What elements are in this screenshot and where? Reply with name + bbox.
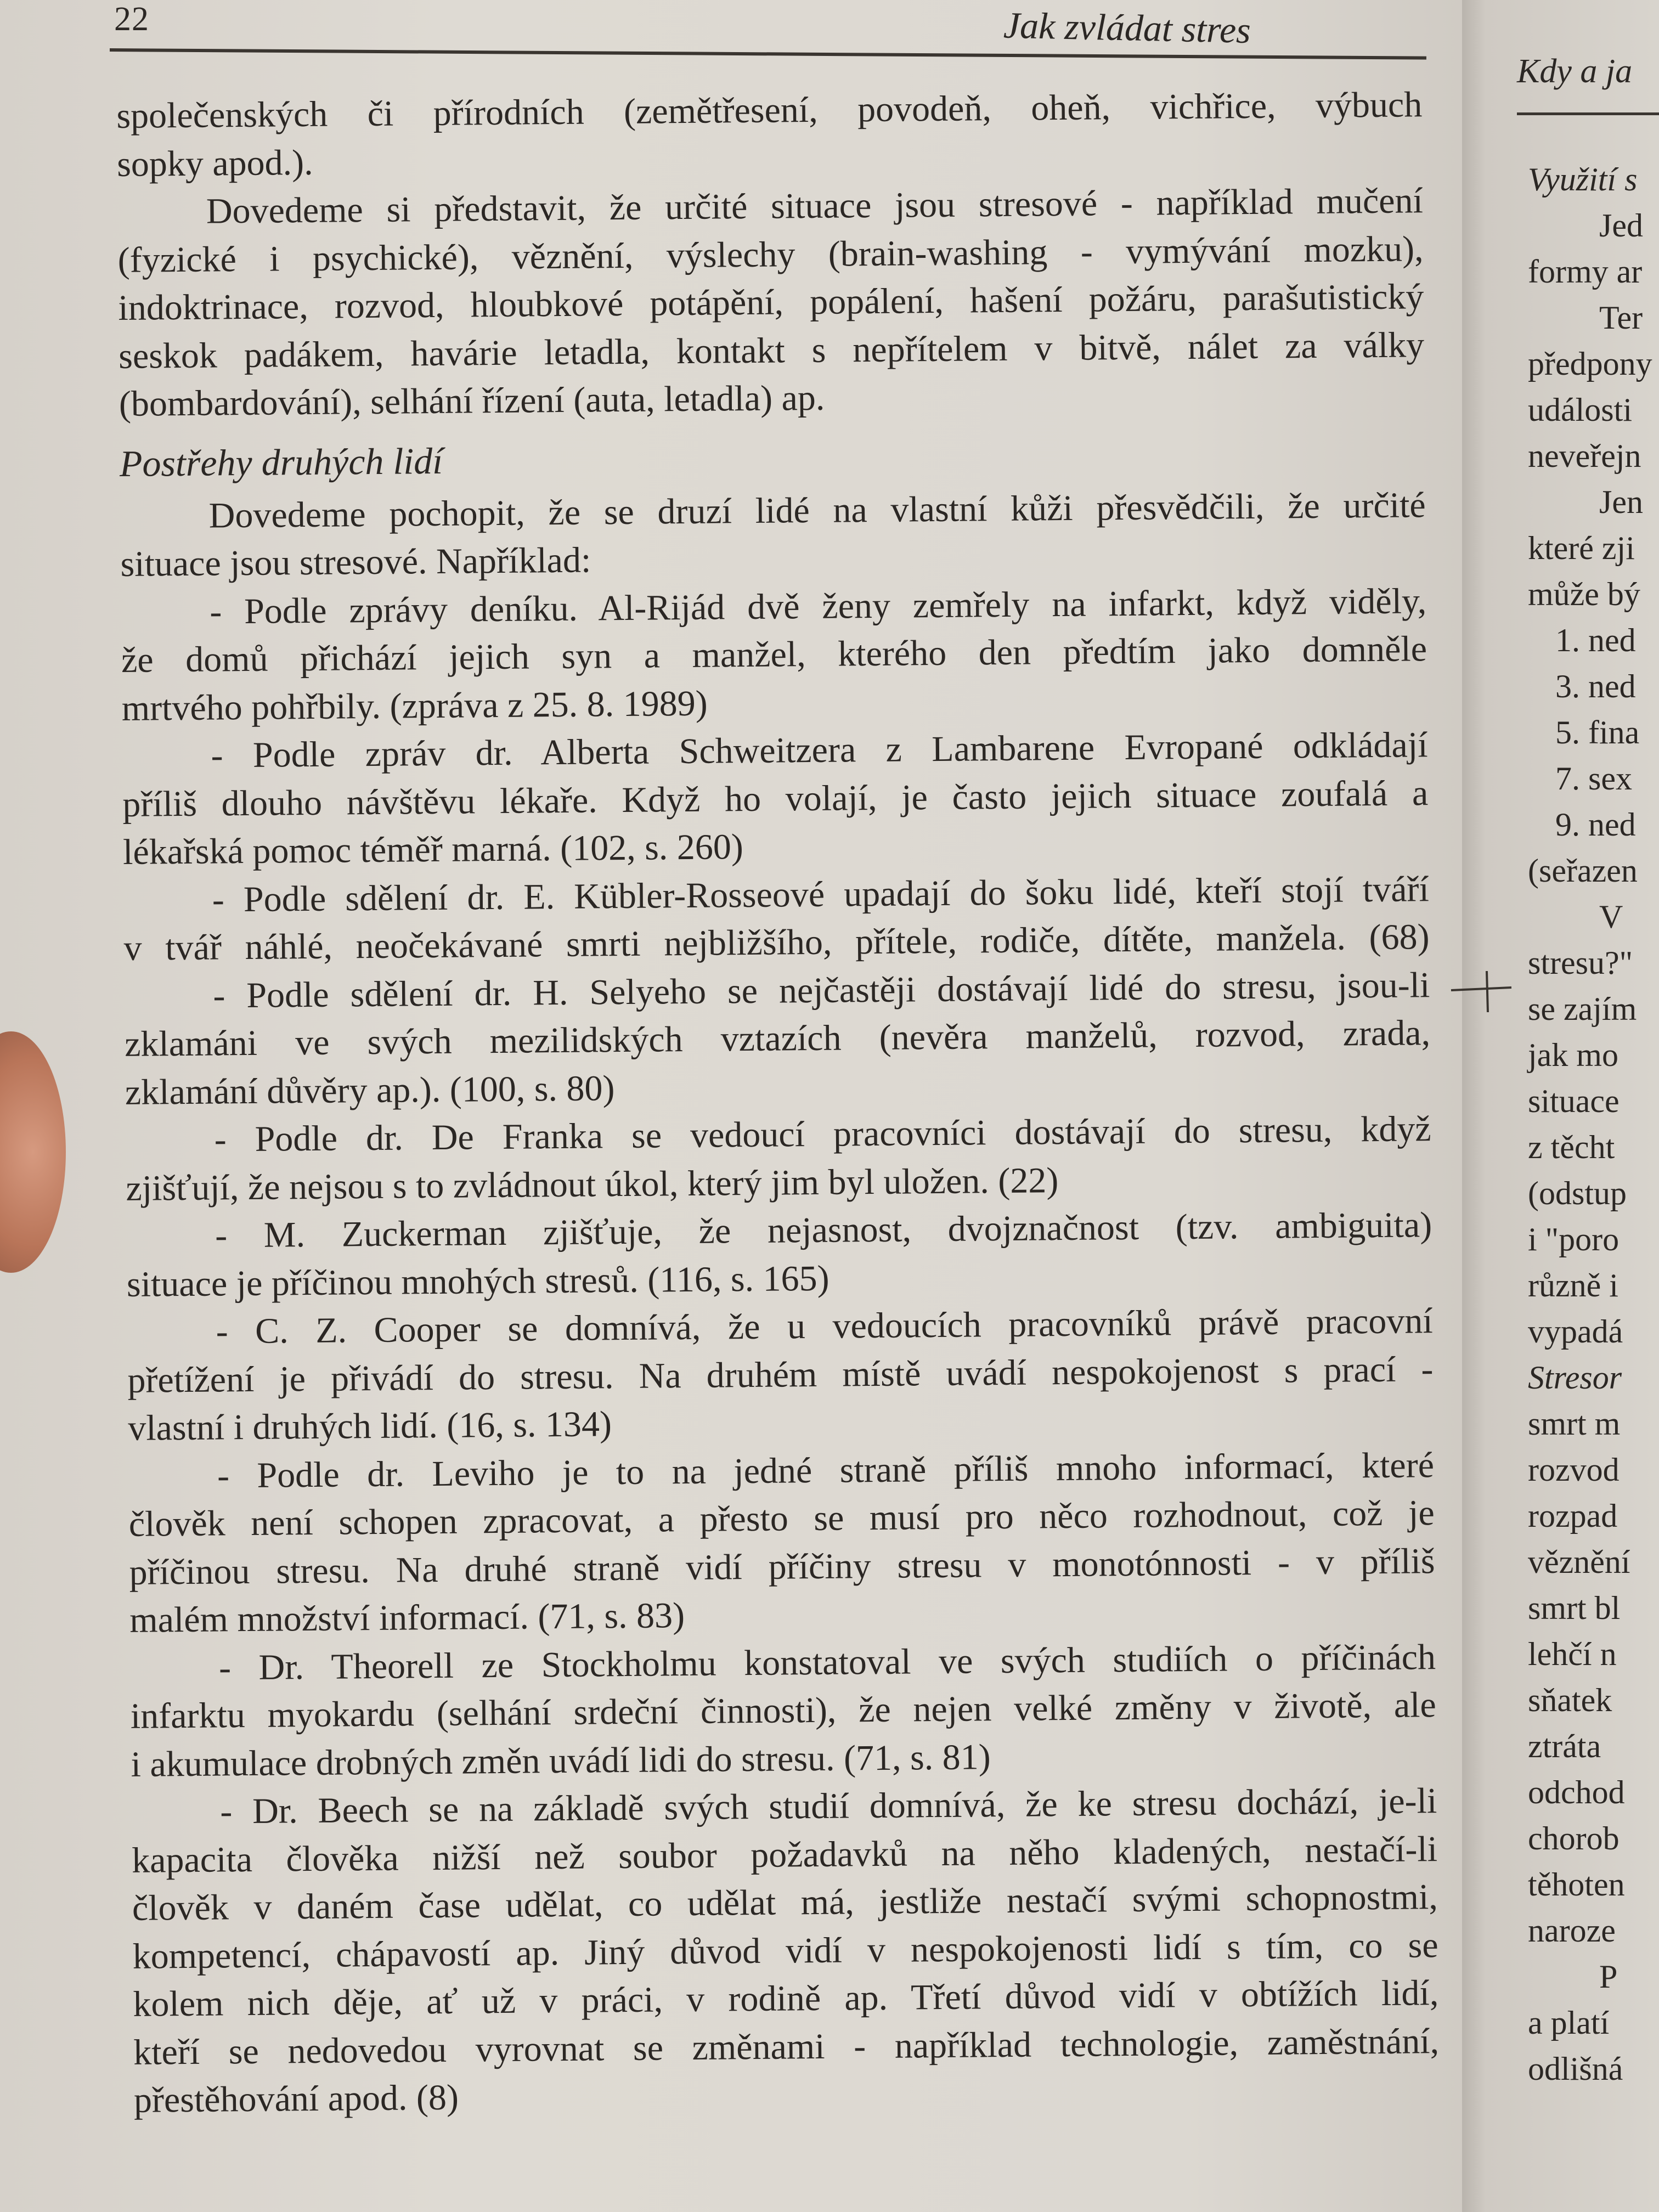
text-line: sopky apod.). — [116, 142, 313, 184]
right-page-text-line: chorob — [1528, 1820, 1620, 1857]
text-line: - Podle sdělení dr. E. Kübler-Rosseové upadají do šoku lidé, kteří stojí tváří — [212, 868, 1430, 920]
right-page-text-line: 7. sex — [1555, 760, 1632, 797]
right-page-text-line: odchod — [1528, 1774, 1625, 1810]
right-page-text-line: lehčí n — [1528, 1636, 1617, 1672]
text-line: zklamání důvěry ap.). (100, s. 80) — [125, 1068, 615, 1113]
text-line: mrtvého pohřbily. (zpráva z 25. 8. 1989) — [121, 683, 708, 729]
right-page-text-line: sňatek — [1528, 1682, 1612, 1718]
right-page-text-line: (seřazen — [1528, 853, 1638, 889]
text-line: Dovedeme pochopit, že se druzí lidé na vlastní kůži přesvědčili, že určité — [208, 484, 1426, 536]
right-page-text-line: formy ar — [1528, 253, 1643, 290]
right-page-text-line: V — [1599, 899, 1623, 935]
right-page-body — [1528, 156, 1652, 2092]
right-page-text-line: i "poro — [1528, 1221, 1620, 1257]
right-page-text-line: rozvod — [1528, 1452, 1620, 1488]
right-page-text-line: Stresor — [1528, 1359, 1622, 1396]
right-page-text-line: věznění — [1528, 1544, 1630, 1580]
right-page-text-line: smrt bl — [1528, 1590, 1621, 1626]
text-line: situace je příčinou mnohých stresů. (116, s. 165) — [126, 1258, 830, 1305]
left-page-body — [116, 81, 1440, 2124]
text-line: (fyzické i psychické), věznění, výslechy (brain-washing - vymývání mozku), — [117, 228, 1424, 280]
text-line: - Podle zpráv dr. Alberta Schweitzera z Lambarene Evropané odkládají — [211, 725, 1428, 776]
text-line: v tvář náhlé, neočekávané smrti nejbližšího, přítele, rodiče, dítěte, manžela. (68) — [123, 917, 1430, 968]
right-page-text-line: rozpad — [1528, 1498, 1618, 1534]
right-page-text-line: Jen — [1599, 484, 1643, 520]
text-line: - C. Z. Cooper se domnívá, že u vedoucích pracovníků právě pracovní — [216, 1301, 1433, 1352]
right-page-text-line: které zji — [1528, 530, 1635, 566]
right-page-text-line: 1. ned — [1555, 622, 1636, 658]
right-page-text-line: předpony — [1528, 346, 1652, 382]
text-line: kolem nich děje, ať už v práci, v rodině ap. Třetí důvod vidí v obtížích lidí, — [133, 1973, 1439, 2024]
text-line: (bombardování), selhání řízení (auta, letadla) ap. — [119, 377, 825, 424]
right-page-text-line: 3. ned — [1555, 668, 1636, 704]
right-page-text-line: smrt m — [1528, 1406, 1621, 1442]
text-line: - Dr. Theorell ze Stockholmu konstatoval ve svých studiích o příčinách — [218, 1637, 1436, 1688]
page-number: 22 — [114, 1, 149, 38]
text-line: příčinou stresu. Na druhé straně vidí příčiny stresu v monotónnosti - v příliš — [129, 1541, 1435, 1593]
text-line: že domů přichází jejich syn a manžel, kterého den předtím jako domněle — [121, 629, 1427, 680]
text-line: - Podle sdělení dr. H. Selyeho se nejčastěji dostávají lidé do stresu, jsou-li — [213, 964, 1430, 1016]
text-line: lékařská pomoc téměř marná. (102, s. 260) — [122, 827, 744, 872]
text-line: příliš dlouho návštěvu lékaře. Když ho volají, je často jejich situace zoufalá a — [122, 772, 1429, 825]
text-line: situace jsou stresové. Například: — [120, 540, 591, 584]
text-line: Postřehy druhých lidí — [119, 439, 443, 484]
text-line: - M. Zuckerman zjišťuje, že nejasnost, dvojznačnost (tzv. ambiguita) — [215, 1205, 1432, 1256]
right-page-text-line: (odstup — [1528, 1175, 1627, 1211]
right-running-title: Kdy a ja — [1517, 53, 1633, 90]
text-line: Dovedeme si představit, že určité situace jsou stresové - například mučení — [206, 180, 1424, 232]
right-page-text-line: těhoten — [1528, 1866, 1625, 1903]
text-line: člověk v daném čase udělat, co udělat má, jestliže nestačí svými schopnostmi, — [132, 1877, 1438, 1928]
right-page-text-line: naroze — [1528, 1912, 1616, 1949]
right-page-text-line: Ter — [1599, 300, 1643, 336]
right-page-text-line: stresu?" — [1528, 945, 1633, 981]
text-line: přestěhování apod. (8) — [133, 2077, 459, 2120]
text-line: - Podle zprávy deníku. Al-Rijád dvě ženy zemřely na infarkt, když viděly, — [209, 580, 1427, 632]
text-line: člověk není schopen zpracovat, a přesto se musí pro něco rozhodnout, což je — [128, 1493, 1435, 1544]
right-page-text-line: P — [1599, 1959, 1618, 1995]
right-book-page — [1462, 0, 1659, 2212]
text-line: kompetencí, chápavostí ap. Jiný důvod vidí v nespokojenosti lidí s tím, co se — [132, 1925, 1438, 1977]
text-line: - Podle dr. De Franka se vedoucí pracovníci dostávají do stresu, když — [214, 1109, 1431, 1160]
right-page-text-line: 5. fina — [1555, 714, 1640, 751]
right-page-text-line: Využití s — [1528, 161, 1638, 198]
right-page-text-line: Jed — [1599, 207, 1643, 244]
right-header-rule — [1517, 112, 1659, 115]
pen-annotation-mark — [1448, 966, 1514, 1015]
right-page-text-line: odlišná — [1528, 2051, 1623, 2087]
right-page-text-line: a platí — [1528, 2005, 1610, 2041]
right-page-text-line: se zajím — [1528, 991, 1637, 1027]
right-page-text-line: ztráta — [1528, 1728, 1601, 1764]
right-page-text-line: 9. ned — [1555, 806, 1636, 843]
text-line: společenských či přírodních (zemětřesení, povodeň, oheň, vichřice, výbuch — [116, 84, 1423, 136]
text-line: kapacita člověka nižší než soubor požadavků na něho kladených, nestačí-li — [131, 1829, 1438, 1881]
right-page-text-line: z těcht — [1528, 1129, 1615, 1165]
text-line: malém množství informací. (71, s. 83) — [129, 1595, 685, 1640]
text-line: kteří se nedovedou vyrovnat se změnami - například technologie, zaměstnání, — [133, 2021, 1440, 2073]
right-page-text-line: jak mo — [1528, 1037, 1618, 1073]
right-page-text-line: vypadá — [1528, 1313, 1623, 1350]
right-page-text-line: situace — [1528, 1083, 1620, 1119]
text-line: zjišťují, že nejsou s to zvládnout úkol, který jim byl uložen. (22) — [126, 1160, 1059, 1209]
text-line: seskok padákem, havárie letadla, kontakt s nepřítelem v bitvě, nálet za války — [118, 324, 1425, 376]
text-line: i akumulace drobných změn uvádí lidi do stresu. (71, s. 81) — [131, 1736, 991, 1785]
right-page-text-line: události — [1528, 392, 1632, 428]
text-line: přetížení je přivádí do stresu. Na druhém místě uvádí nespokojenost s prací - — [127, 1348, 1434, 1401]
text-line: indoktrinace, rozvod, hloubkové potápění, popálení, hašení požáru, parašutistický — [118, 276, 1424, 328]
running-title: Jak zvládat stres — [1003, 4, 1251, 51]
text-line: - Podle dr. Leviho je to na jedné straně příliš mnoho informací, které — [217, 1444, 1435, 1496]
text-line: vlastní i druhých lidí. (16, s. 134) — [127, 1404, 612, 1448]
right-page-text-line: může bý — [1528, 576, 1640, 612]
text-line: infarktu myokardu (selhání srdeční činnosti), že nejen velké změny v životě, ale — [130, 1685, 1437, 1736]
text-line: - Dr. Beech se na základě svých studií domnívá, že ke stresu dochází, je-li — [220, 1781, 1437, 1832]
text-line: zklamáni ve svých mezilidských vztazích (nevěra manželů, rozvod, zrada, — [124, 1013, 1431, 1064]
right-page-text-line: různě i — [1528, 1267, 1618, 1304]
right-page-text-line: neveřejn — [1528, 438, 1641, 474]
